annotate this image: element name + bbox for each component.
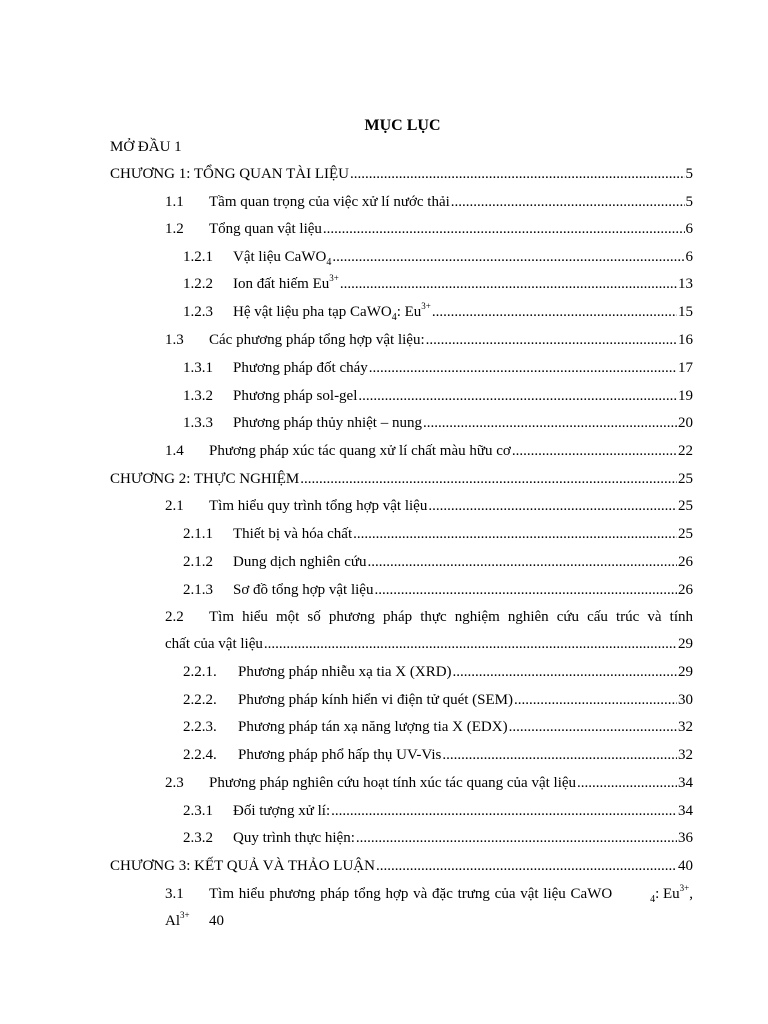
toc-page: 34 xyxy=(678,775,693,791)
toc-text: Phương pháp đốt cháy xyxy=(233,360,368,376)
toc-number: 2.1.1 xyxy=(183,526,213,542)
formula-tail xyxy=(650,883,693,905)
toc-text: chất của vật liệu xyxy=(165,636,263,652)
toc-number: 1.2 xyxy=(165,221,184,237)
toc-text: Phương pháp kính hiển vi điện tử quét (SEM) xyxy=(238,692,514,708)
toc-text: Sơ đồ tổng hợp vật liệu xyxy=(233,582,374,598)
toc-text: Tìm hiểu một số phương pháp thực nghiệm nghiên cứu cấu trúc và tính xyxy=(209,609,693,625)
toc-text: CHƯƠNG 3: KẾT QUẢ VÀ THẢO LUẬN xyxy=(110,858,375,874)
toc-leader xyxy=(374,579,677,601)
toc-page: 36 xyxy=(678,830,693,846)
toc-leader xyxy=(331,800,677,822)
toc-page: 40 xyxy=(209,913,224,929)
toc-text: Tìm hiểu phương pháp tổng hợp và đặc trưng của vật liệu CaWO xyxy=(209,886,613,902)
toc-number: 2.2.2. xyxy=(183,692,217,708)
toc-page: 13 xyxy=(678,276,693,292)
toc-text-wrap xyxy=(233,246,331,268)
toc-text-wrap xyxy=(233,273,339,295)
toc-page: 25 xyxy=(678,471,693,487)
toc-page: 30 xyxy=(678,692,693,708)
toc-text: Phương pháp phổ hấp thụ UV-Vis xyxy=(238,747,442,763)
toc-entry-1-1[interactable] xyxy=(165,191,693,213)
toc-leader xyxy=(358,385,677,407)
formula-superscript: 3+ xyxy=(679,883,690,893)
toc-leader xyxy=(442,744,677,766)
toc-leader xyxy=(350,163,685,185)
toc-number: 1.4 xyxy=(165,443,184,459)
toc-page: 20 xyxy=(678,415,693,431)
toc-text: Vật liệu CaWO xyxy=(233,249,327,265)
formula-superscript: 3+ xyxy=(180,910,190,920)
toc-leader xyxy=(428,495,677,517)
toc-number: 1.3.2 xyxy=(183,388,213,404)
toc-page: 6 xyxy=(685,249,693,265)
toc-entry-chapter-3[interactable] xyxy=(110,855,693,877)
toc-entry-chapter-2[interactable] xyxy=(110,468,693,490)
toc-number: 2.3.2 xyxy=(183,830,213,846)
formula-subscript: 4 xyxy=(391,312,397,323)
toc-page: 25 xyxy=(678,498,693,514)
formula-subscript: 4 xyxy=(650,894,656,905)
formula-subscript: 4 xyxy=(326,257,332,268)
toc-page: 16 xyxy=(678,332,693,348)
toc-page: 29 xyxy=(678,636,693,652)
toc-leader xyxy=(426,329,677,351)
toc-entry-chapter-1[interactable] xyxy=(110,163,693,185)
toc-leader xyxy=(376,855,677,877)
toc-leader xyxy=(323,218,685,240)
toc-text: Al xyxy=(165,913,180,929)
toc-entry-3-1-cont[interactable] xyxy=(165,910,693,932)
toc-text: Phương pháp tán xạ năng lượng tia X (EDX) xyxy=(238,719,508,735)
toc-page: 17 xyxy=(678,360,693,376)
toc-entry-2-1-2[interactable] xyxy=(183,551,693,573)
toc-text-wrap xyxy=(233,301,431,323)
toc-number: 2.2 xyxy=(165,609,184,625)
toc-text: Ion đất hiếm Eu xyxy=(233,276,330,292)
toc-page: 40 xyxy=(678,858,693,874)
toc-entry-3-1[interactable] xyxy=(165,883,693,905)
toc-number: 2.3 xyxy=(165,775,184,791)
toc-entry-2-2-4[interactable] xyxy=(183,744,693,766)
toc-text: Phương pháp thủy nhiệt – nung xyxy=(233,415,422,431)
toc-leader xyxy=(512,440,677,462)
toc-entry-2-3-2[interactable] xyxy=(183,827,693,849)
toc-entry-1-2[interactable] xyxy=(165,218,693,240)
toc-number: 1.1 xyxy=(165,194,184,210)
toc-text-wrap xyxy=(165,910,209,932)
toc-number: 2.2.4. xyxy=(183,747,217,763)
toc-number: 2.2.3. xyxy=(183,719,217,735)
toc-number: 2.3.1 xyxy=(183,803,213,819)
toc-entry-2-3-1[interactable] xyxy=(183,800,693,822)
toc-entry-1-3-2[interactable] xyxy=(183,385,693,407)
toc-entry-2-2-1[interactable] xyxy=(183,661,693,683)
toc-entry-1-3-1[interactable] xyxy=(183,357,693,379)
toc-page: 1 xyxy=(174,139,182,155)
toc-page: 26 xyxy=(678,554,693,570)
toc-text-wrap xyxy=(209,883,693,905)
toc-text: Thiết bị và hóa chất xyxy=(233,526,353,542)
toc-page: 25 xyxy=(678,526,693,542)
toc-leader xyxy=(453,661,677,683)
toc-entry-2-1[interactable] xyxy=(165,495,693,517)
toc-number: 2.2.1. xyxy=(183,664,217,680)
toc-text: Đối tượng xử lí: xyxy=(233,803,331,819)
toc-page: 19 xyxy=(678,388,693,404)
toc-page: 32 xyxy=(678,747,693,763)
toc-leader xyxy=(264,633,677,655)
toc-leader xyxy=(432,301,677,323)
toc-page: 5 xyxy=(685,166,693,182)
toc-number: 1.3.1 xyxy=(183,360,213,376)
toc-entry-2-2-3[interactable] xyxy=(183,716,693,738)
toc-page: 6 xyxy=(685,221,693,237)
toc-leader xyxy=(300,468,677,490)
toc-entry-1-2-2[interactable] xyxy=(183,273,693,295)
toc-page: 15 xyxy=(678,304,693,320)
toc-number: 2.1.3 xyxy=(183,582,213,598)
toc-number: 1.3 xyxy=(165,332,184,348)
toc-text: Phương pháp sol-gel xyxy=(233,388,358,404)
formula-colon-eu: : Eu xyxy=(655,886,680,902)
toc-number: 2.1 xyxy=(165,498,184,514)
toc-entry-1-3-3[interactable] xyxy=(183,412,693,434)
formula-superscript: 3+ xyxy=(329,273,339,283)
toc-leader xyxy=(353,523,677,545)
toc-number: 2.1.2 xyxy=(183,554,213,570)
toc-text: Phương pháp nghiên cứu hoạt tính xúc tác quang của vật liệu xyxy=(209,775,577,791)
formula-superscript: 3+ xyxy=(421,301,431,311)
formula-comma: , xyxy=(689,886,693,902)
toc-text: CHƯƠNG 1: TỔNG QUAN TÀI LIỆU xyxy=(110,166,349,182)
toc-text: Các phương pháp tổng hợp vật liệu: xyxy=(209,332,425,348)
toc-page: 34 xyxy=(678,803,693,819)
toc-page: 32 xyxy=(678,719,693,735)
toc-page: 5 xyxy=(685,194,693,210)
toc-leader xyxy=(577,772,677,794)
toc-text: Dung dịch nghiên cứu xyxy=(233,554,367,570)
formula-colon-eu: : Eu xyxy=(396,304,422,320)
toc-text: Phương pháp nhiễu xạ tia X (XRD) xyxy=(238,664,452,680)
toc-number: 1.3.3 xyxy=(183,415,213,431)
toc-leader xyxy=(356,827,677,849)
toc-leader xyxy=(514,689,677,711)
toc-entry-2-1-3[interactable] xyxy=(183,579,693,601)
toc-text: Tìm hiểu quy trình tổng hợp vật liệu xyxy=(209,498,428,514)
toc-leader xyxy=(368,551,677,573)
page-title: MỤC LỤC xyxy=(364,117,441,134)
toc-page: 26 xyxy=(678,582,693,598)
toc-leader xyxy=(451,191,685,213)
toc-entry-intro[interactable] xyxy=(110,136,693,158)
toc-leader xyxy=(340,273,677,295)
toc-leader xyxy=(509,716,677,738)
toc-leader xyxy=(423,412,677,434)
toc-entry-1-3[interactable] xyxy=(165,329,693,351)
toc-entry-2-2-cont[interactable] xyxy=(165,633,693,655)
toc-entry-1-2-3[interactable] xyxy=(183,301,693,323)
toc-text: CHƯƠNG 2: THỰC NGHIỆM xyxy=(110,471,300,487)
toc-entry-1-2-1[interactable] xyxy=(183,246,693,268)
toc-entry-1-4[interactable] xyxy=(165,440,693,462)
toc-number: 3.1 xyxy=(165,886,184,902)
toc-text: Quy trình thực hiện: xyxy=(233,830,355,846)
toc-entry-2-2[interactable] xyxy=(165,606,693,628)
toc-number: 1.2.1 xyxy=(183,249,213,265)
toc-entry-2-2-2[interactable] xyxy=(183,689,693,711)
toc-text: Tầm quan trọng của việc xử lí nước thải xyxy=(209,194,450,210)
toc-leader xyxy=(332,246,684,268)
toc-text: MỞ ĐẦU xyxy=(110,139,171,155)
toc-number: 1.2.2 xyxy=(183,276,213,292)
toc-text: Tổng quan vật liệu xyxy=(209,221,322,237)
toc-entry-2-3[interactable] xyxy=(165,772,693,794)
toc-text: Hệ vật liệu pha tạp CaWO xyxy=(233,304,392,320)
toc-page: 22 xyxy=(678,443,693,459)
toc-entry-2-1-1[interactable] xyxy=(183,523,693,545)
toc-text: Phương pháp xúc tác quang xử lí chất màu hữu cơ xyxy=(209,443,511,459)
toc-number: 1.2.3 xyxy=(183,304,213,320)
toc-page: 29 xyxy=(678,664,693,680)
toc-leader xyxy=(369,357,677,379)
